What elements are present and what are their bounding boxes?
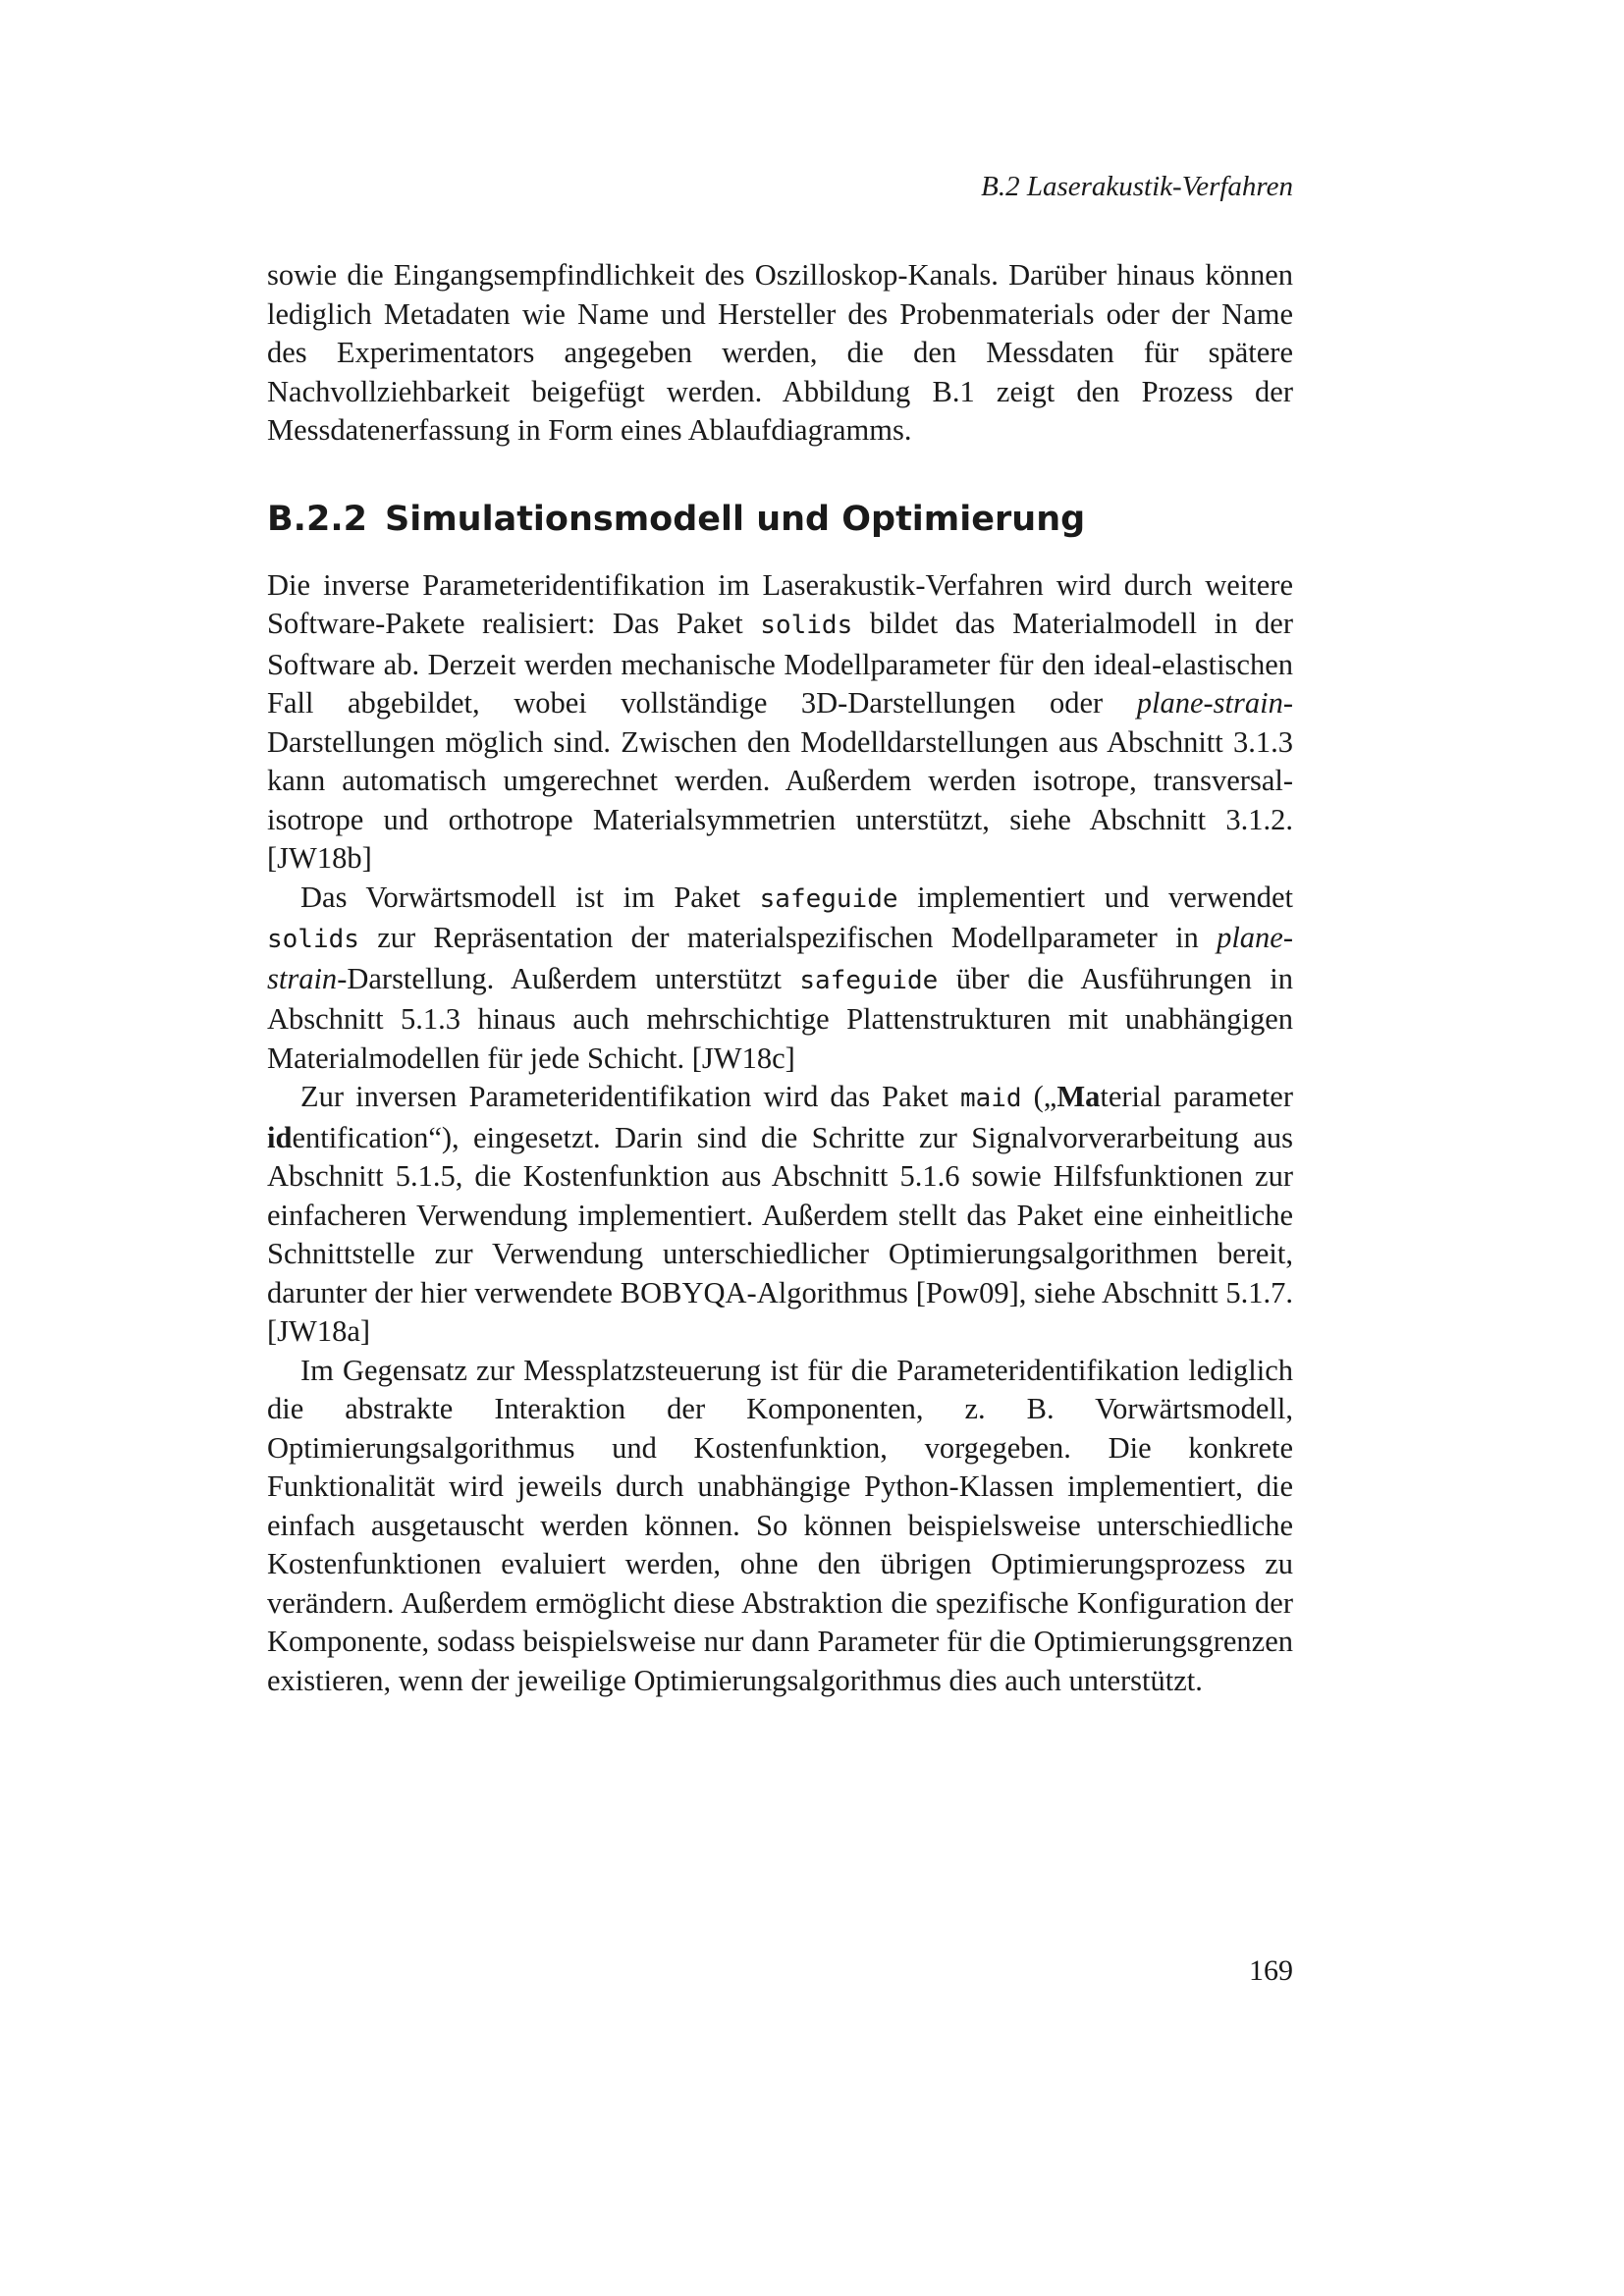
text-run: -Darstellungen möglich sind. Zwischen den Modelldarstellungen aus Abschnitt 3.1.3 kann automatisch umgerechnet werden. Außerdem werden isotrope, transversal-isotrope und orthotrope Materialsymmetrien unterstützt, siehe Abschnitt 3.1.2. [JW18b] [267,686,1293,875]
package-name-maid: maid [959,1084,1022,1113]
running-header: B.2 Laserakustik-Verfahren [981,171,1293,202]
paragraph-solids [267,566,1293,879]
paragraph-maid [267,1078,1293,1352]
section-heading [267,498,1293,541]
package-name-safeguide: safeguide [759,883,898,914]
paragraph-safeguide [267,879,1293,1079]
text-run: („ [1021,1080,1057,1113]
text-run: implementiert und verwendet [897,880,1294,914]
text-run: über die Ausführungen in Abschnitt 5.1.3 hinaus auch mehrschichtige Plattenstrukturen mit unabhängigen Materialmodellen für jede Schicht. [JW18c] [267,961,1293,1075]
bold-acronym-letters: id [267,1120,293,1154]
emphasis-term: plane-strain [267,921,1293,995]
text-run: terial parameter [1100,1080,1293,1113]
text-run: -Darstellung. Außerdem unterstützt [337,961,800,995]
paragraph-abstraction: Im Gegensatz zur Messplatzsteuerung ist für die Parameteridentifikation lediglich die abstrakte Interaktion der Komponenten, z. B. Vorwärtsmodell, Optimierungsalgorithmus und Kostenfunktion, vorgegeben. Die konkrete Funktionalität wird jeweils durch unabhängige Python-Klassen implementiert, die einfach ausgetauscht werden können. So können beispielsweise unterschiedliche Kostenfunktionen evaluiert werden, ohne den übrigen Optimierungsprozess zu verändern. Außerdem ermöglicht diese Abstraktion die spezifische Konfiguration der Komponente, sodass beispielsweise nur dann Parameter für die Optimierungsgrenzen existieren, wenn der jeweilige Optimierungsalgorithmus dies auch unterstützt. [267,1353,1293,1697]
text-run: bildet das Materialmodell in der Software ab. Derzeit werden mechanische Modellparameter für den ideal-elastischen Fall abgebildet, wobei vollständige 3D-Darstellungen oder [267,607,1293,720]
section-number: B.2.2 [267,499,367,539]
text-run: zur Repräsentation der materialspezifischen Modellparameter in [358,921,1218,954]
text-run: Zur inversen Parameteridentifikation wird das Paket [300,1080,960,1113]
package-name-solids: solids [760,611,853,640]
page-number: 169 [1249,1954,1293,1987]
intro-paragraph: sowie die Eingangsempfindlichkeit des Oszilloskop-Kanals. Darüber hinaus können lediglich Metadaten wie Name und Hersteller des Probenmaterials oder der Name des Experimentators angegeben werden, die den Messdaten für spätere Nachvollziehbarkeit beigefügt werden. Abbildung B.1 zeigt den Prozess der Messdatenerfassung in Form eines Ablaufdiagramms. [267,258,1293,447]
text-run: Das Vorwärtsmodell ist im Paket [300,880,760,914]
text-run: Die inverse Parameteridentifikation im Laserakustik-Verfahren wird durch weitere Software-Pakete realisiert: Das Paket [267,567,1293,640]
package-name-safeguide: safeguide [799,965,939,995]
text-run: entification“), eingesetzt. Darin sind die Schritte zur Signalvorverarbeitung aus Abschnitt 5.1.5, die Kostenfunktion aus Abschnitt 5.1.6 sowie Hilfsfunktionen zur einfacheren Verwendung implementiert. Außerdem stellt das Paket eine einheitliche Schnittstelle zur Verwendung unterschiedlicher Optimierungsalgorithmen bereit, darunter der hier verwendete BOBYQA-Algorithmus [Pow09], siehe Abschnitt 5.1.7. [JW18a] [267,1120,1293,1348]
emphasis-term: plane-strain [1136,686,1283,720]
bold-acronym-letters: Ma [1056,1080,1101,1113]
package-name-solids: solids [267,925,359,954]
body-text [267,256,1293,1700]
section-title: Simulationsmodell und Optimierung [384,499,1086,539]
